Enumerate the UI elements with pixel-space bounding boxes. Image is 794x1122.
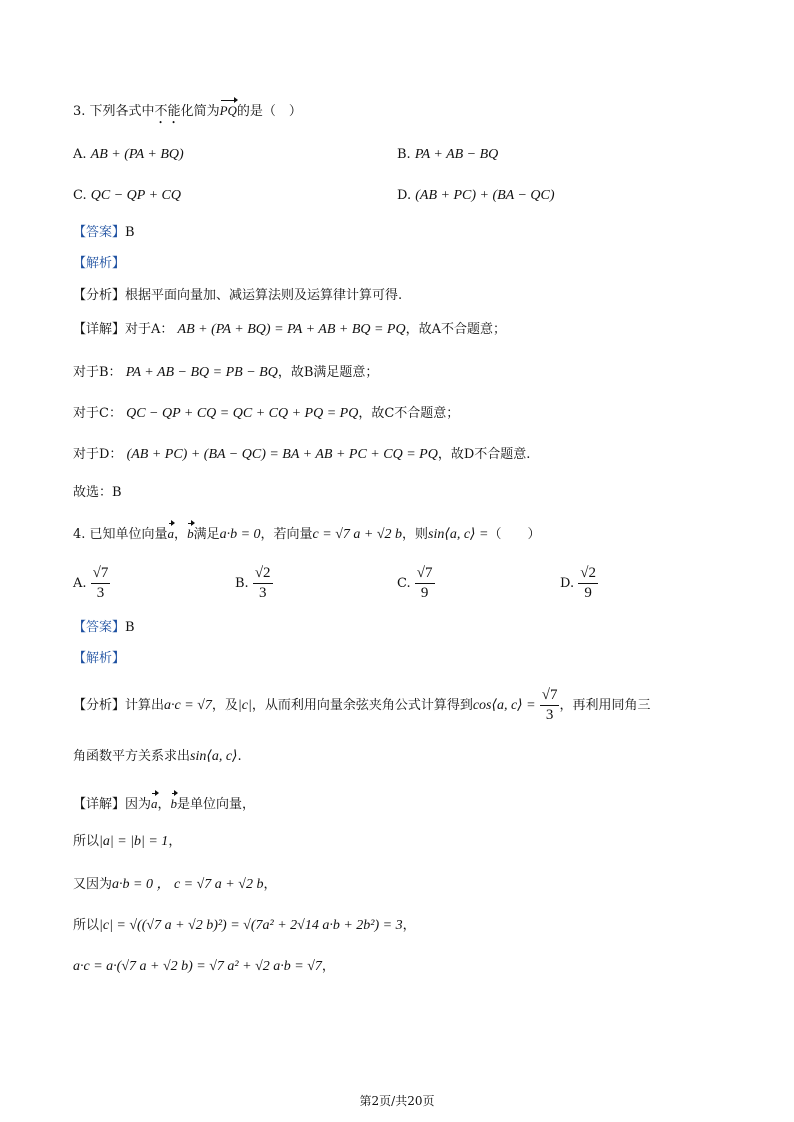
option-label: C. bbox=[397, 576, 411, 591]
option-expression: (AB + PC) + (BA − QC) bbox=[415, 188, 555, 203]
fenxi-tag: 【分析】 bbox=[73, 288, 126, 303]
option-label: A. bbox=[73, 576, 87, 591]
option-expression: AB + (PA + BQ) bbox=[90, 147, 184, 162]
fenxi-text: 根据平面向量加、减运算法则及运算律计算可得. bbox=[125, 288, 403, 303]
detail-prefix: 对于D： bbox=[73, 447, 123, 462]
detail-text: 所以 bbox=[73, 834, 100, 849]
q3-option-d bbox=[397, 186, 555, 206]
answer-value: B bbox=[125, 620, 135, 635]
option-fraction bbox=[91, 565, 111, 602]
vector-b: b bbox=[187, 520, 194, 544]
fenxi-cos-expression: cos⟨a, c⟩ = bbox=[472, 698, 536, 713]
analysis-tag: 【解析】 bbox=[73, 256, 126, 271]
detail-expression: a·c = a·(√7 a + √2 b) = √7 a² + √2 a·b = √7 bbox=[73, 959, 322, 974]
q4-stem bbox=[73, 520, 541, 545]
detail-text: ， bbox=[321, 959, 335, 974]
q4-option-b bbox=[235, 562, 273, 606]
option-fraction bbox=[578, 565, 598, 602]
detail-suffix: ，故A不合题意； bbox=[405, 322, 506, 337]
q4-detail-4 bbox=[73, 916, 416, 936]
option-fraction bbox=[253, 565, 273, 602]
detail-expression: QC − QP + CQ = QC + CQ + PQ = PQ bbox=[126, 406, 359, 421]
vector-b: b bbox=[171, 790, 178, 814]
q3-option-a bbox=[73, 145, 184, 165]
choose-text: 故选：B bbox=[73, 485, 122, 500]
fenxi-fraction bbox=[540, 687, 560, 724]
fraction-numerator: √7 bbox=[540, 687, 560, 706]
q4-stem-sep: ， bbox=[174, 527, 188, 542]
fraction-numerator: √7 bbox=[415, 565, 435, 584]
fraction-numerator: √7 bbox=[91, 565, 111, 584]
detail-text: 是单位向量， bbox=[177, 797, 256, 812]
fraction-denominator: 9 bbox=[584, 585, 592, 601]
q3-stem-text-2: 化简为 bbox=[180, 104, 220, 119]
q3-analysis-tag bbox=[73, 254, 125, 274]
detail-text: ， bbox=[402, 918, 416, 933]
fenxi-expression: a·c = √7 bbox=[164, 698, 212, 713]
q3-stem-text: 3. 下列各式中 bbox=[73, 104, 155, 119]
detail-prefix: 对于A： bbox=[125, 322, 174, 337]
q4-detail-3 bbox=[73, 875, 276, 895]
q4-detail-1 bbox=[73, 790, 255, 815]
detail-tag: 【详解】 bbox=[73, 797, 126, 812]
q4-stem-text-3: ，若向量 bbox=[260, 527, 313, 542]
q3-option-c bbox=[73, 186, 181, 206]
detail-expression: AB + (PA + BQ) = PA + AB + BQ = PQ bbox=[177, 322, 406, 337]
option-label: B. bbox=[235, 576, 249, 591]
fenxi-sin-expression: sin⟨a, c⟩ bbox=[190, 749, 238, 764]
fenxi-text: ，再利用同角三 bbox=[559, 698, 651, 713]
answer-tag: 【答案】 bbox=[73, 620, 126, 635]
fenxi-tag: 【分析】 bbox=[73, 698, 126, 713]
fenxi-text: . bbox=[237, 749, 242, 764]
q3-option-b bbox=[397, 145, 498, 165]
detail-expression: |a| = |b| = 1 bbox=[99, 834, 169, 849]
q4-stem-text: 4. 已知单位向量 bbox=[73, 527, 168, 542]
q4-analysis-tag bbox=[73, 649, 125, 669]
detail-text: 所以 bbox=[73, 918, 100, 933]
detail-suffix: ，故D不合题意. bbox=[437, 447, 531, 462]
option-fraction bbox=[415, 565, 435, 602]
vector-a: a bbox=[168, 520, 175, 544]
q3-detail-c bbox=[73, 404, 459, 424]
detail-prefix: 对于C： bbox=[73, 406, 122, 421]
q4-option-a bbox=[73, 562, 110, 606]
option-expression: PA + AB − BQ bbox=[414, 147, 499, 162]
fenxi-text: ，及 bbox=[211, 698, 238, 713]
detail-prefix: 对于B： bbox=[73, 365, 122, 380]
q3-stem bbox=[73, 97, 302, 127]
q3-fenxi bbox=[73, 286, 402, 306]
q4-fenxi-line1 bbox=[73, 684, 650, 728]
fenxi-text: 计算出 bbox=[125, 698, 165, 713]
fraction-denominator: 9 bbox=[420, 585, 429, 601]
fenxi-text: ，从而利用向量余弦夹角公式计算得到 bbox=[251, 698, 473, 713]
option-label: A. bbox=[73, 147, 87, 162]
detail-expression: (AB + PC) + (BA − QC) = BA + AB + PC + CQ = PQ bbox=[126, 447, 438, 462]
q4-detail-5 bbox=[73, 957, 335, 977]
q3-stem-emphasis: 不能 bbox=[154, 104, 181, 119]
detail-sep: ， bbox=[157, 797, 171, 812]
detail-text: ， bbox=[168, 834, 182, 849]
fraction-numerator: √2 bbox=[578, 565, 598, 584]
q4-vector-c-def: c = √7 a + √2 b bbox=[312, 527, 403, 542]
q4-answer bbox=[73, 618, 135, 638]
detail-suffix: ，故B满足题意； bbox=[277, 365, 379, 380]
fenxi-text: 角函数平方关系求出 bbox=[73, 749, 191, 764]
analysis-tag: 【解析】 bbox=[73, 651, 126, 666]
q4-stem-text-4: ，则 bbox=[402, 527, 429, 542]
detail-text: 因为 bbox=[125, 797, 152, 812]
page-footer: 第2页/共20页 bbox=[359, 1094, 435, 1108]
answer-tag: 【答案】 bbox=[73, 225, 126, 240]
q4-option-c bbox=[397, 562, 435, 606]
option-label: B. bbox=[397, 147, 411, 162]
q4-stem-end: （ ） bbox=[488, 527, 541, 542]
detail-expression: a·b = 0 ， c = √7 a + √2 b bbox=[112, 877, 264, 892]
detail-suffix: ，故C不合题意； bbox=[358, 406, 460, 421]
option-label: D. bbox=[397, 188, 412, 203]
fraction-numerator: √2 bbox=[253, 565, 273, 584]
q3-stem-end: 的是（ ） bbox=[236, 104, 302, 119]
q4-condition: a·b = 0 bbox=[219, 527, 261, 542]
option-label: D. bbox=[560, 576, 575, 591]
q3-stem-vector: PQ bbox=[220, 97, 237, 121]
fraction-denominator: 3 bbox=[258, 585, 267, 601]
q4-sin-expression: sin⟨a, c⟩ = bbox=[428, 527, 489, 542]
q4-detail-2 bbox=[73, 832, 181, 852]
fenxi-expression: |c| bbox=[237, 698, 252, 713]
q3-detail-d bbox=[73, 445, 530, 465]
answer-value: B bbox=[125, 225, 135, 240]
option-label: C. bbox=[73, 188, 87, 203]
detail-expression: |c| = √((√7 a + √2 b)²) = √(7a² + 2√14 a·b + 2b²) = 3 bbox=[99, 918, 403, 933]
q3-detail-a bbox=[73, 320, 506, 340]
q3-choose bbox=[73, 483, 122, 503]
q4-stem-text-2: 满足 bbox=[193, 527, 220, 542]
vector-a: a bbox=[151, 790, 158, 814]
q3-answer bbox=[73, 223, 135, 243]
detail-text: ， bbox=[263, 877, 277, 892]
detail-tag: 【详解】 bbox=[73, 322, 126, 337]
q3-detail-b bbox=[73, 363, 378, 383]
q4-option-d bbox=[560, 562, 598, 606]
detail-expression: PA + AB − BQ = PB − BQ bbox=[125, 365, 278, 380]
detail-text: 又因为 bbox=[73, 877, 113, 892]
fraction-denominator: 3 bbox=[545, 707, 554, 723]
option-expression: QC − QP + CQ bbox=[90, 188, 181, 203]
q4-fenxi-line2 bbox=[73, 747, 242, 767]
fraction-denominator: 3 bbox=[96, 585, 105, 601]
